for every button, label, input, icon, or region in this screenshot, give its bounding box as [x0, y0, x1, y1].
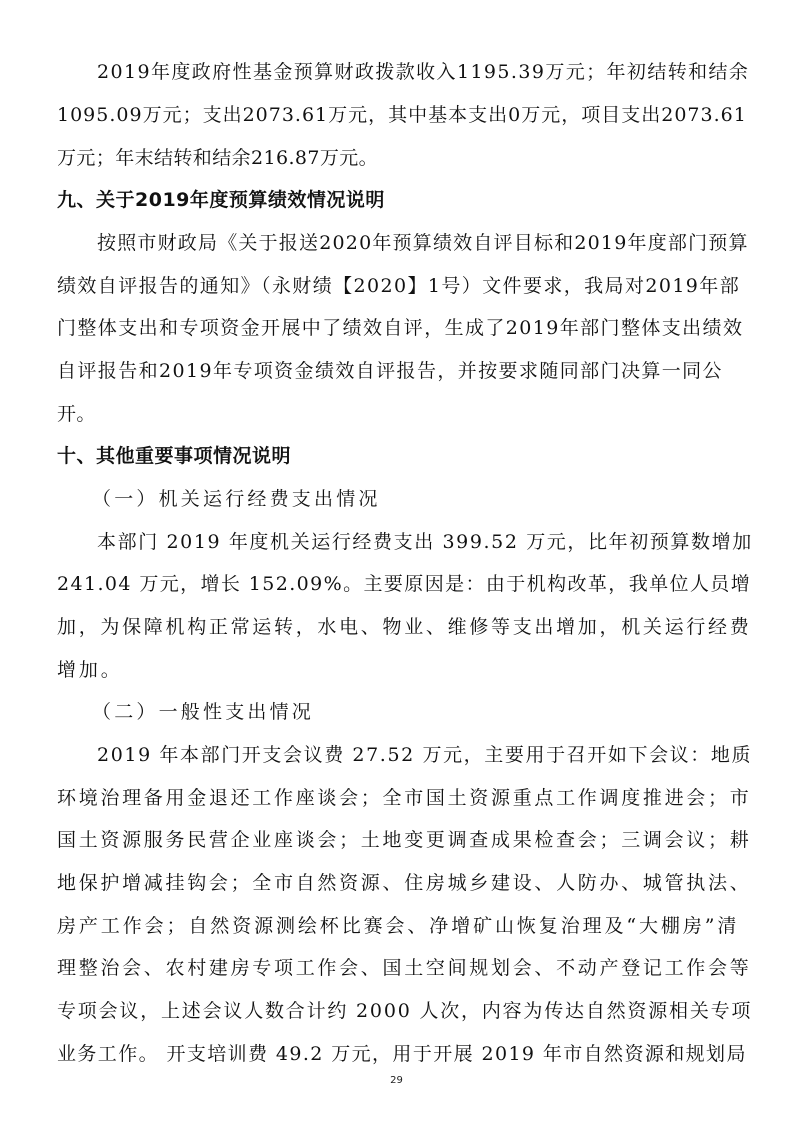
paragraph-line: 开。 — [57, 403, 96, 425]
paragraph-line: 按照市财政局《关于报送2020年预算绩效自评目标和2019年度部门预算 — [97, 232, 749, 254]
page-number: 29 — [390, 1075, 403, 1086]
paragraph-line: 门整体支出和专项资金开展中了绩效自评，生成了2019年部门整体支出绩效 — [57, 317, 744, 339]
paragraph-line: 自评报告和2019年专项资金绩效自评报告，并按要求随同部门决算一同公 — [57, 360, 723, 382]
paragraph-line: 房产工作会；自然资源测绘杯比赛会、净增矿山恢复治理及“大棚房”清 — [57, 915, 740, 937]
paragraph-line: 2019年度政府性基金预算财政拨款收入1195.39万元；年初结转和结余 — [97, 61, 750, 83]
paragraph-line: 环境治理备用金退还工作座谈会；全市国土资源重点工作调度推进会；市 — [57, 787, 752, 809]
paragraph-line: 国土资源服务民营企业座谈会；土地变更调查成果检查会；三调会议；耕 — [57, 829, 752, 851]
paragraph-line: 专项会议，上述会议人数合计约 2000 人次，内容为传达自然资源相关专项 — [57, 1000, 753, 1022]
paragraph-line: 241.04 万元，增长 152.09%。主要原因是：由于机构改革，我单位人员增 — [57, 573, 752, 595]
paragraph-line: 2019 年本部门开支会议费 27.52 万元，主要用于召开如下会议：地质 — [97, 744, 753, 766]
paragraph-line: 业务工作。 开支培训费 49.2 万元，用于开展 2019 年市自然资源和规划局 — [57, 1043, 747, 1065]
subsection-heading-one: （一）机关运行经费支出情况 — [92, 488, 381, 510]
paragraph-line: 本部门 2019 年度机关运行经费支出 399.52 万元，比年初预算数增加 — [97, 531, 753, 553]
section-heading-nine: 九、关于2019年度预算绩效情况说明 — [57, 189, 385, 211]
paragraph-line: 加，为保障机构正常运转，水电、物业、维修等支出增加，机关运行经费 — [57, 616, 752, 638]
paragraph-line: 万元；年末结转和结余216.87万元。 — [57, 147, 379, 169]
paragraph-line: 1095.09万元；支出2073.61万元，其中基本支出0万元，项目支出2073.61 — [57, 104, 747, 126]
section-heading-ten: 十、其他重要事项情况说明 — [57, 445, 292, 467]
paragraph-line: 地保护增减挂钩会；全市自然资源、住房城乡建设、人防办、城管执法、 — [57, 872, 752, 894]
paragraph-line: 理整治会、农村建房专项工作会、国土空间规划会、不动产登记工作会等 — [57, 957, 752, 979]
subsection-heading-two: （二）一般性支出情况 — [92, 701, 315, 723]
paragraph-line: 绩效自评报告的通知》（永财绩【2020】1号）文件要求，我局对2019年部 — [57, 275, 741, 297]
paragraph-line: 增加。 — [57, 659, 123, 681]
